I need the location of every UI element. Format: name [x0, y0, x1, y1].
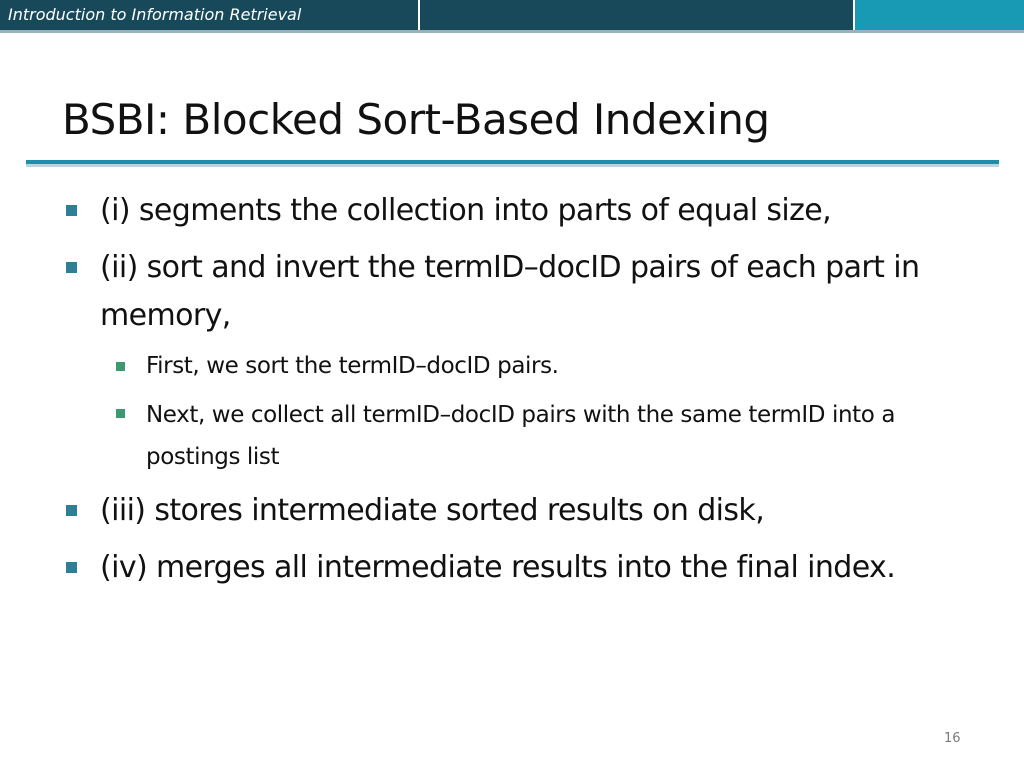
bullet-item: (iv) merges all intermediate results into the final index. [100, 550, 896, 585]
bullet-item: (i) segments the collection into parts of equal size, [100, 193, 832, 228]
bullet-marker-icon [66, 505, 77, 516]
bullet-marker-icon [66, 262, 77, 273]
header-banner [0, 0, 1024, 32]
bullet-marker-icon [66, 562, 77, 573]
sub-bullet-marker-icon [116, 409, 125, 418]
course-title: Introduction to Information Retrieval [8, 5, 302, 24]
sub-bullet-item: First, we sort the termID–docID pairs. [146, 353, 559, 379]
bullet-item: (iii) stores intermediate sorted results on disk, [100, 493, 765, 528]
sub-bullet-marker-icon [116, 362, 125, 371]
title-underline-shadow [26, 164, 999, 167]
page-number: 16 [944, 731, 961, 746]
header-divider [0, 30, 1024, 33]
sub-bullet-item: Next, we collect all termID–docID pairs with the same termID into a postings list [146, 402, 896, 470]
header-mid-block [420, 0, 853, 32]
bullet-item: (ii) sort and invert the termID–docID pairs of each part in memory, [100, 250, 920, 333]
slide-title: BSBI: Blocked Sort-Based Indexing [62, 95, 770, 144]
header-accent-block [855, 0, 1024, 32]
bullet-marker-icon [66, 205, 77, 216]
